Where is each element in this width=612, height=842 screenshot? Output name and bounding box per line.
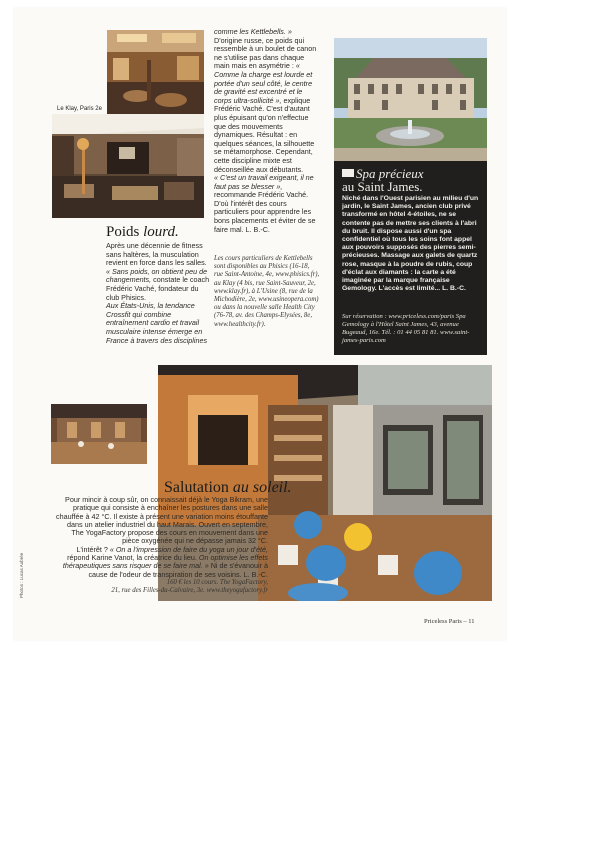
photo-caption: Le Klay, Paris 2e: [57, 106, 102, 112]
poids-intro: Après une décennie de fitness sans haltères, la musculation revient en force dans les salles.: [106, 241, 207, 268]
salutation-body: Pour mincir à coup sûr, on connaissait déjà le Yoga Bikram, une pratique qui consiste à enchaîner les postures dans une salle chauffée à 42 °C. Il existe à présent une variation moins étouffante dans un atelier industriel du haut Marais. Ouvert en septembre, The YogaFactory propose des cours en mouvement dans une pièce oxygénée qui ne dépasse jamais 32 °C. L'intérêt ? « On a l'impression de faire du yoga un jour d'été, répond Karine Vanot, la créatrice du lieu. On optimise les effets thérapeutiques sans risquer de se faire mal. » Ni de s'évanouir à cause de l'odeur de transpiration de ses voisins. L. B.-C. 160 € les 10 cours. The YogaFactory, 21, rue des Filles-du-Calvaire, 3e. www.theyogafactory.fr: [54, 496, 268, 595]
yoga-class-photo: [51, 404, 147, 464]
poids-column-1: Après une décennie de fitness sans haltères, la musculation revient en force dans les salles. « Sans poids, on obtient peu de changements, constate le coach Frédéric Vaché, fondateur du club Phisics. Aux États-Unis, la tendance Crossfit qui combine entraînement cardio et travail musculaire intense émerge en France à travers des disciplines: [106, 242, 212, 345]
spa-lead: Niché dans l'Ouest parisien au milieu d'un jardin, le Saint James, ancien club privé transformé en hôtel 4-étoiles, ne se contente pas de mettre ses clients à l'abri du bruit. Il dispose aussi d'un spa confidentiel où tous les soins font appel aux pouvoirs supposés des pierres semi-précieuses. Massage aux galets de quartz rose, masque à la poudre de rubis, coup d'éclat aux diamants : la carte a été imaginée par la marque française Gemology. L'accès est limité... L. B.-C.: [342, 195, 479, 293]
poids-column-2: comme les Kettlebells. » D'origine russe, ce poids qui ressemble à un boulet de canon ne s'utilise pas dans chaque main mais en asymétrie : « Comme la charge est lourde et portée d'un seul côté, le centre de gravité est excentré et le corps ultra-sollicité », explique Frédéric Vaché. C'est d'autant plus épuisant qu'on n'effectue que des mouvements dynamiques. Résultat : en quelques séances, la silhouette se métamorphose. Cependant, cette discipline mixte est déconseillée aux débutants. « C'est un travail exigeant, il ne faut pas se blesser », recommande Frédéric Vaché. D'où l'intérêt des cours particuliers pour apprendre les bons placements et éviter de se faire mal. L. B.-C.: [214, 27, 317, 234]
spa-title-regular: au Saint James.: [342, 179, 423, 194]
page-footer: Priceless Paris – 11: [424, 618, 475, 625]
klay-gym-photo: [52, 114, 204, 218]
saint-james-photo: [334, 38, 487, 162]
salutation-title: Salutation au soleil.: [164, 479, 292, 496]
spa-title-italic: Spa précieux: [356, 166, 424, 181]
spa-box: [334, 161, 487, 355]
poids-info: Les cours particuliers de Kettlebells sont disponibles au Phisics (16-18, rue Saint-Antoine, 4e, www.phisics.fr), au Klay (4 bis, rue Saint-Sauveur, 2e, www.klay.fr), à L'Usine (8, rue de la Michodière, 2e, www.usineopera.com) ou dans la nouvelle salle Health City (76-78, av. des Champs-Elysées, 8e, www.healthcity.fr).: [214, 255, 320, 328]
salutation-info-2: 21, rue des Filles-du-Calvaire, 3e. www.theyogafactory.fr: [111, 587, 268, 595]
klay-restaurant-photo: [107, 30, 204, 116]
spa-marker-icon: [342, 169, 354, 177]
spa-info: Sur réservation : www.priceless.com/paris Spa Gemology à l'Hôtel Saint James, 43, avenue Bugeaud, 16e. Tél. : 01 44 05 81 81. www.saint-james-paris.com: [342, 313, 470, 344]
photo-credit: Photos : Lucas Aubrée: [19, 552, 24, 598]
magazine-page: [14, 8, 506, 640]
poids-title: Poids lourd.: [106, 224, 179, 240]
salutation-info-1: 160 € les 10 cours. The YogaFactory,: [166, 578, 268, 586]
poids-quote: Aux États-Unis, la tendance Crossfit qui combine entraînement cardio et travail musculaire intense émerge en France à travers des disciplines: [106, 301, 208, 345]
